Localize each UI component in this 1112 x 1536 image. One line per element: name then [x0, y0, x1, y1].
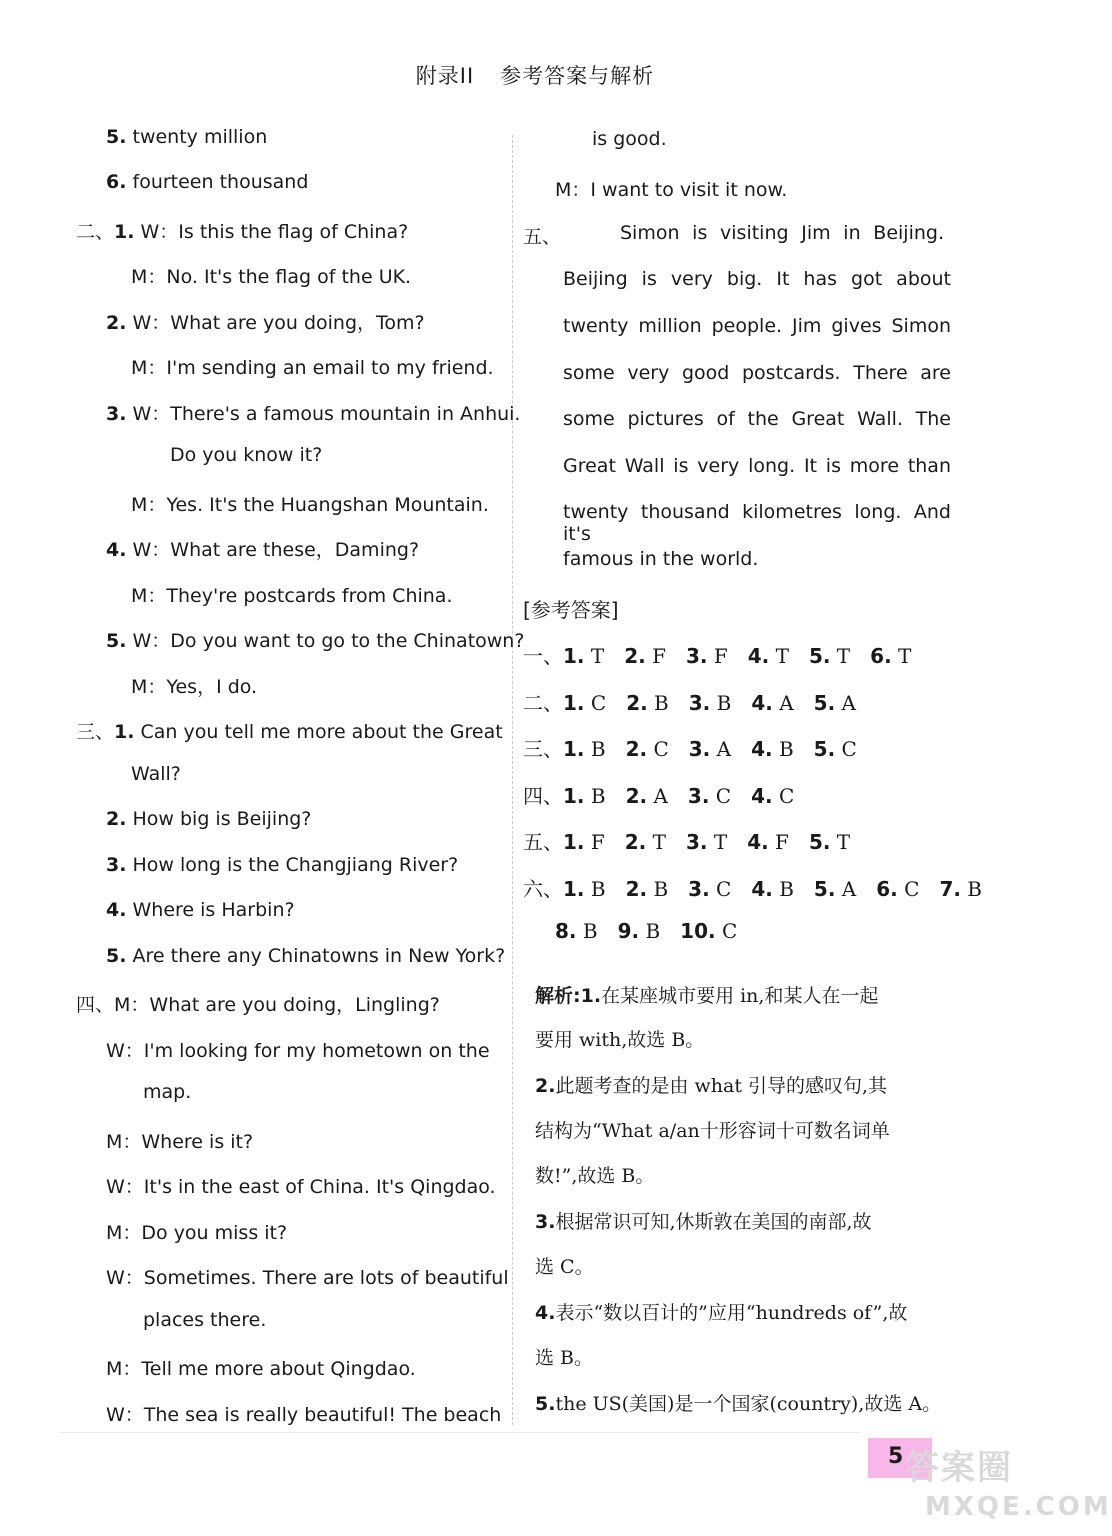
answer-section-label: 一、	[523, 644, 563, 668]
answer-row	[523, 733, 877, 762]
passage-line-4: some very good postcards. There are	[563, 362, 951, 384]
explanation-2c: 数!”,故选 B。	[535, 1165, 655, 1187]
explanation-1a: 解析:1.在某座城市要用 in,和某人在一起	[535, 985, 879, 1007]
answer-item: 8. B	[555, 919, 598, 943]
answer-item: 3. A	[688, 737, 732, 761]
section-3-q1b: Wall?	[131, 763, 181, 785]
answer-row	[523, 873, 1002, 902]
answer-item: 2. B	[626, 690, 669, 715]
section-2-m3: M：Yes. It's the Huangshan Mountain.	[131, 494, 489, 516]
passage-line-5: some pictures of the Great Wall. The	[563, 408, 951, 430]
answer-row	[523, 826, 870, 855]
section-4-m3: M：Do you miss it?	[106, 1222, 288, 1244]
answer-item: 9. B	[617, 919, 661, 943]
answer-item: 6. C	[876, 876, 920, 901]
answer-item: 5. T	[808, 644, 851, 668]
answer-section-label: 四、	[523, 783, 563, 808]
section-2-m5: M：Yes，I do.	[131, 676, 258, 698]
section-2-q2: 2. W：What are you doing，Tom?	[106, 312, 425, 334]
passage-line-2: Beijing is very big. It has got about	[563, 268, 951, 290]
answer-item: 5. T	[808, 830, 851, 854]
watermark-url: MXQE.COM	[925, 1492, 1112, 1522]
explanation-3b: 选 C。	[535, 1256, 594, 1278]
section-4-w2: W：It's in the east of China. It's Qingdao.	[106, 1176, 496, 1198]
answer-item: 3. C	[688, 876, 732, 901]
explanation-1b: 要用 with,故选 B。	[535, 1029, 705, 1051]
section-2-q3b: Do you know it?	[170, 444, 323, 466]
right-line-2: M：I want to visit it now.	[555, 179, 788, 201]
answer-item: 5. C	[813, 737, 857, 761]
section-2-q3: 3. W：There's a famous mountain in Anhui.	[106, 403, 521, 425]
section-3-q2: 2. How big is Beijing?	[106, 808, 312, 830]
right-line-1: is good.	[592, 128, 667, 150]
answer-item: 3. C	[687, 783, 732, 808]
answer-section-label: 二、	[523, 690, 563, 715]
section-2-q1: 二、1. W：Is this the flag of China?	[76, 221, 409, 243]
answer-item: 5. A	[813, 690, 856, 715]
watermark-logo: 答案圈	[905, 1448, 1013, 1488]
header-title: 参考答案与解析	[500, 64, 655, 88]
section-4-m2: M：Where is it?	[106, 1131, 254, 1153]
section-2-q4: 4. W：What are these，Daming?	[106, 539, 420, 561]
answer-item: 1. B	[563, 876, 606, 901]
section-4-w1b: map.	[143, 1081, 192, 1103]
answer-item: 3. T	[685, 830, 728, 854]
answer-item: 4. A	[751, 690, 794, 715]
section-3-q4: 4. Where is Harbin?	[106, 899, 295, 921]
passage-line-1: Simon is visiting Jim in Beijing.	[620, 222, 944, 244]
section-5-label: 五、	[523, 226, 562, 248]
answer-item: 10. C	[680, 919, 738, 943]
section-4-m1: 四、M：What are you doing，Lingling?	[76, 994, 440, 1016]
footer-rule	[60, 1432, 860, 1433]
column-divider	[512, 135, 513, 1425]
section-3-q1: 三、1. Can you tell me more about the Great	[76, 721, 503, 743]
answer-item: 2. T	[624, 830, 666, 854]
answer-item: 2. F	[624, 644, 666, 668]
answer-item: 4. T	[747, 644, 789, 668]
answer-item: 4. B	[751, 876, 794, 901]
section-4-w4: W：The sea is really beautiful! The beach	[106, 1404, 502, 1426]
answer-item: 2. C	[625, 737, 669, 761]
answer-row	[523, 640, 931, 669]
passage-line-7: twenty thousand kilometres long. And it's	[563, 501, 951, 545]
explanation-5a: 5.the US(美国)是一个国家(country),故选 A。	[535, 1393, 942, 1415]
section-2-m2: M：I'm sending an email to my friend.	[131, 357, 494, 379]
passage-line-8: famous in the world.	[563, 548, 759, 570]
answer-section-label: 三、	[523, 737, 563, 761]
answer-item: 3. B	[688, 690, 732, 715]
explanation-3a: 3.根据常识可知,休斯敦在美国的南部,故	[535, 1211, 872, 1233]
answer-item: 3. F	[685, 644, 728, 668]
answer-item: 4. B	[751, 737, 794, 761]
explanation-2a: 2.此题考查的是由 what 引导的感叹句,其	[535, 1075, 888, 1097]
section-3-q5: 5. Are there any Chinatowns in New York?	[106, 945, 506, 967]
section-2-q5: 5. W：Do you want to go to the Chinatown?	[106, 630, 525, 652]
answer-section-label: 五、	[523, 830, 563, 854]
passage-line-3: twenty million people. Jim gives Simon	[563, 315, 951, 337]
left-line-6: 6. fourteen thousand	[106, 171, 309, 193]
section-2-m1: M：No. It's the flag of the UK.	[131, 266, 412, 288]
explanation-4a: 4.表示“数以百计的”应用“hundreds of”,故	[535, 1302, 908, 1324]
header-appendix: 附录II	[415, 64, 475, 88]
passage-line-6: Great Wall is very long. It is more than	[563, 455, 951, 477]
answer-item: 2. A	[625, 783, 668, 808]
page-header	[0, 60, 1070, 90]
section-4-w3b: places there.	[143, 1309, 267, 1331]
answers-title: [参考答案]	[523, 598, 619, 622]
answer-item: 1. T	[563, 644, 605, 668]
section-3-q3: 3. How long is the Changjiang River?	[106, 854, 459, 876]
section-4-w1: W：I'm looking for my hometown on the	[106, 1040, 490, 1062]
left-line-5: 5. twenty million	[106, 126, 268, 148]
answer-item: 4. C	[751, 783, 795, 808]
answer-item: 4. F	[747, 830, 789, 854]
answer-row	[555, 919, 757, 943]
answer-item: 1. F	[563, 830, 605, 854]
section-4-w3: W：Sometimes. There are lots of beautiful	[106, 1267, 509, 1289]
explanation-4b: 选 B。	[535, 1347, 594, 1369]
answer-item: 1. C	[563, 690, 607, 715]
answer-item: 1. B	[563, 737, 606, 761]
answer-item: 7. B	[939, 876, 983, 901]
answer-item: 5. A	[813, 876, 857, 901]
section-4-m4: M：Tell me more about Qingdao.	[106, 1358, 416, 1380]
answer-section-label: 六、	[523, 876, 563, 901]
section-2-m4: M：They're postcards from China.	[131, 585, 453, 607]
page-number: 5	[888, 1444, 904, 1469]
explanation-2b: 结构为“What a/an十形容词十可数名词单	[535, 1120, 890, 1142]
answer-item: 6. T	[870, 644, 912, 668]
answer-item: 2. B	[625, 876, 669, 901]
answer-row	[523, 780, 814, 809]
answer-item: 1. B	[563, 783, 606, 808]
answer-row	[523, 687, 876, 716]
